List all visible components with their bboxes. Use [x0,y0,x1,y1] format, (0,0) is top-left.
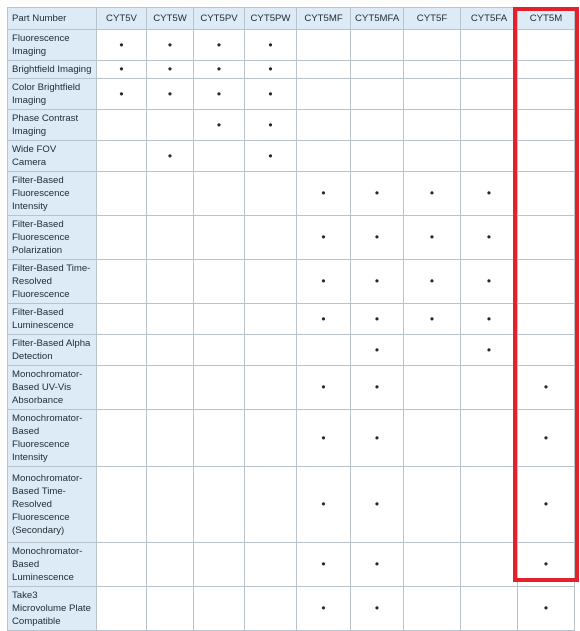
row-label: Monochromator-Based Time-Resolved Fluorescence (Secondary) [8,467,97,543]
table-cell [461,110,518,141]
row-label: Wide FOV Camera [8,141,97,172]
table-cell [461,141,518,172]
table-row [8,410,575,467]
feature-bullet: • [268,117,273,132]
table-cell [351,79,404,110]
table-cell [518,587,575,631]
table-cell [147,366,194,410]
row-label: Fluorescence Imaging [8,30,97,61]
row-label: Phase Contrast Imaging [8,110,97,141]
table-cell [97,543,147,587]
table-cell [97,141,147,172]
row-label: Filter-Based Time-Resolved Fluorescence [8,260,97,304]
table-cell [194,260,245,304]
table-cell [245,410,297,467]
table-cell [245,467,297,543]
feature-bullet: • [486,342,492,357]
table-cell [245,260,297,304]
table-cell [147,172,194,216]
table-cell [518,110,575,141]
table-cell [518,304,575,335]
table-cell [404,216,461,260]
feature-bullet: • [486,274,492,288]
column-header: CYT5PW [245,8,297,30]
column-header: CYT5MFA [351,8,404,30]
feature-bullet: • [268,86,273,101]
feature-bullet: • [321,274,326,288]
table-cell [97,172,147,216]
table-cell [147,410,194,467]
table-row [8,587,575,631]
feature-bullet: • [429,311,435,326]
feature-bullet: • [268,37,273,52]
table-cell [245,79,297,110]
row-label: Brightfield Imaging [8,61,97,79]
feature-bullet: • [429,186,435,200]
table-cell [518,467,575,543]
table-cell [147,110,194,141]
feature-bullet: • [543,557,549,571]
table-cell [245,141,297,172]
table-row [8,260,575,304]
feature-bullet: • [374,380,380,394]
table-cell [518,335,575,366]
table-cell [245,110,297,141]
table-cell [297,61,351,79]
table-cell [297,335,351,366]
table-cell [147,61,194,79]
table-cell [194,216,245,260]
table-cell [404,141,461,172]
feature-bullet: • [321,230,326,244]
table-row [8,141,575,172]
table-cell [351,30,404,61]
row-label: Color Brightfield Imaging [8,79,97,110]
table-cell [351,216,404,260]
table-cell [97,79,147,110]
table-cell [404,410,461,467]
table-cell [147,79,194,110]
feature-bullet: • [374,186,380,200]
table-cell [147,587,194,631]
table-cell [404,543,461,587]
table-cell [194,543,245,587]
table-row [8,216,575,260]
table-cell [97,110,147,141]
table-cell [404,79,461,110]
feature-bullet: • [321,186,326,200]
column-header: CYT5MF [297,8,351,30]
table-cell [194,110,245,141]
table-cell [245,216,297,260]
table-cell [461,216,518,260]
table-cell [297,79,351,110]
table-cell [147,335,194,366]
table-cell [97,587,147,631]
column-header-part-number: Part Number [8,8,97,30]
table-row [8,467,575,543]
product-comparison-table [7,7,575,631]
table-cell [245,172,297,216]
table-cell [147,216,194,260]
table-cell [194,335,245,366]
table-cell [97,410,147,467]
feature-bullet: • [374,274,380,288]
table-cell [147,543,194,587]
table-cell [297,543,351,587]
table-cell [404,587,461,631]
feature-bullet: • [268,62,273,76]
feature-bullet: • [321,380,326,394]
table-cell [404,110,461,141]
table-cell [147,467,194,543]
column-header: CYT5F [404,8,461,30]
table-cell [461,260,518,304]
table-cell [351,366,404,410]
table-cell [194,366,245,410]
table-cell [147,260,194,304]
table-cell [194,141,245,172]
feature-bullet: • [429,230,435,244]
table-cell [297,30,351,61]
feature-bullet: • [543,601,549,615]
table-cell [404,335,461,366]
row-label: Filter-Based Alpha Detection [8,335,97,366]
table-cell [297,304,351,335]
table-cell [194,61,245,79]
table-cell [297,587,351,631]
feature-bullet: • [374,497,380,511]
table-cell [97,260,147,304]
table-cell [97,467,147,543]
table-cell [404,30,461,61]
table-cell [297,216,351,260]
table-cell [518,141,575,172]
table-row [8,79,575,110]
table-cell [461,30,518,61]
table-cell [297,467,351,543]
table-cell [404,260,461,304]
table-cell [297,366,351,410]
feature-bullet: • [543,430,549,445]
feature-bullet: • [543,380,549,394]
table-body [8,30,575,631]
table-header-row [8,8,575,30]
table-row [8,30,575,61]
column-header: CYT5W [147,8,194,30]
table-cell [245,587,297,631]
table-cell [245,366,297,410]
table-cell [404,366,461,410]
feature-bullet: • [486,186,492,200]
table-cell [245,30,297,61]
table-cell [97,30,147,61]
table-cell [194,172,245,216]
table-cell [461,172,518,216]
table-cell [351,543,404,587]
row-label: Filter-Based Fluorescence Intensity [8,172,97,216]
table-cell [351,587,404,631]
table-cell [461,467,518,543]
table-cell [518,366,575,410]
table-cell [147,30,194,61]
feature-bullet: • [374,601,380,615]
table-cell [297,260,351,304]
table-cell [518,216,575,260]
table-cell [147,141,194,172]
table-row [8,172,575,216]
table-row [8,304,575,335]
feature-bullet: • [167,148,173,163]
table-cell [297,141,351,172]
table-cell [518,30,575,61]
feature-bullet: • [429,274,435,288]
feature-bullet: • [216,37,222,52]
feature-bullet: • [321,557,326,571]
feature-bullet: • [486,230,492,244]
column-header: CYT5PV [194,8,245,30]
table-cell [351,304,404,335]
feature-bullet: • [486,311,492,326]
row-label: Filter-Based Fluorescence Polarization [8,216,97,260]
feature-bullet: • [216,62,222,76]
feature-bullet: • [374,342,380,357]
feature-bullet: • [543,497,549,511]
table-cell [351,61,404,79]
table-cell [404,467,461,543]
table-row [8,543,575,587]
table-cell [147,304,194,335]
table-cell [97,366,147,410]
table-cell [297,110,351,141]
feature-bullet: • [321,311,326,326]
table-cell [518,410,575,467]
table-cell [404,61,461,79]
table-cell [245,543,297,587]
feature-bullet: • [216,117,222,132]
feature-bullet: • [374,430,380,445]
feature-bullet: • [119,37,124,52]
table-cell [351,410,404,467]
table-cell [518,61,575,79]
table-cell [194,304,245,335]
row-label: Take3 Microvolume Plate Compatible [8,587,97,631]
clipped-heading [0,0,580,6]
row-label: Monochromator-Based Fluorescence Intensity [8,410,97,467]
table-cell [461,61,518,79]
row-label: Filter-Based Luminescence [8,304,97,335]
table-cell [461,335,518,366]
row-label: Monochromator-Based Luminescence [8,543,97,587]
table-cell [351,110,404,141]
table-cell [297,410,351,467]
table-cell [518,260,575,304]
table-cell [351,260,404,304]
feature-bullet: • [119,62,124,76]
table-cell [461,543,518,587]
table-cell [97,61,147,79]
table-cell [461,410,518,467]
feature-bullet: • [321,497,326,511]
table-cell [351,141,404,172]
table-cell [518,172,575,216]
table-cell [461,79,518,110]
feature-bullet: • [167,37,173,52]
column-header: CYT5V [97,8,147,30]
feature-bullet: • [321,601,326,615]
column-header: CYT5FA [461,8,518,30]
table-cell [461,366,518,410]
table-cell [194,79,245,110]
feature-bullet: • [374,557,380,571]
table-cell [97,216,147,260]
row-label: Monochromator-Based UV-Vis Absorbance [8,366,97,410]
feature-bullet: • [321,430,326,445]
table-row [8,61,575,79]
table-cell [351,172,404,216]
feature-bullet: • [374,230,380,244]
table-cell [97,304,147,335]
feature-bullet: • [167,62,173,76]
column-header: CYT5M [518,8,575,30]
table-cell [245,335,297,366]
table-row [8,110,575,141]
feature-bullet: • [268,148,273,163]
feature-bullet: • [216,86,222,101]
feature-bullet: • [167,86,173,101]
feature-bullet: • [374,311,380,326]
table-cell [194,467,245,543]
table-cell [351,335,404,366]
table-cell [194,410,245,467]
table-cell [404,172,461,216]
table-cell [351,467,404,543]
feature-bullet: • [119,86,124,101]
table-cell [245,61,297,79]
table-cell [194,30,245,61]
table-cell [518,79,575,110]
table-row [8,335,575,366]
table-cell [245,304,297,335]
table-cell [518,543,575,587]
table-cell [97,335,147,366]
table-cell [404,304,461,335]
table-cell [461,587,518,631]
table-cell [461,304,518,335]
table-row [8,366,575,410]
table-cell [194,587,245,631]
table-cell [297,172,351,216]
